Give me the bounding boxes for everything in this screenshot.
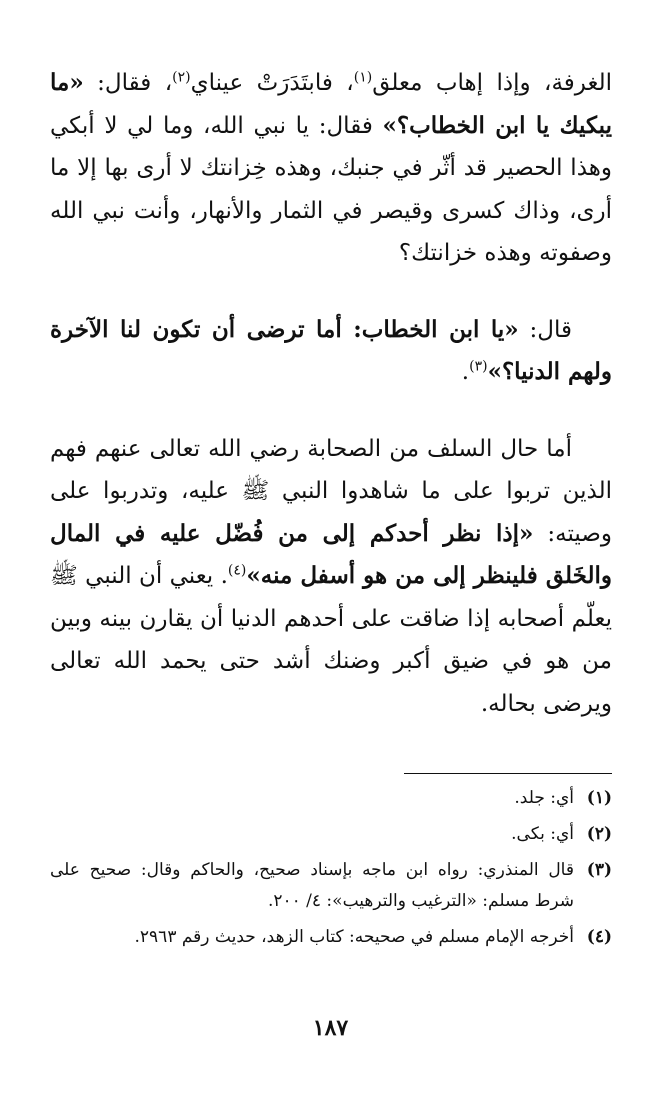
footnote-3 bbox=[50, 855, 612, 917]
footnote-text: أخرجه الإمام مسلم في صحيحه: كتاب الزهد، حديث رقم ٢٩٦٣. bbox=[134, 927, 574, 947]
p3-text-1: أما حال السلف من الصحابة رضي الله تعالى عنهم فهم الذين تربوا على ما شاهدوا النبي ﷺ عليه، وتدربوا على وصيته: bbox=[50, 435, 612, 547]
p2-text-2: . bbox=[461, 359, 470, 385]
paragraph-2 bbox=[50, 309, 612, 394]
footnote-text: أي: جلد. bbox=[514, 788, 574, 808]
footnote-ref-3[interactable]: (٣) bbox=[469, 358, 488, 375]
p1-text-4: فقال: يا نبي الله، وما لي لا أبكي وهذا الحصير قد أثّر في جنبك، وهذه خِزانتك لا أرى بها إلا ما أرى، وذاك كسرى وقيصر في الثمار والأنهار، وأنت نبي الله وصفوته وهذه خزانتك؟ bbox=[50, 112, 612, 266]
footnote-text: أي: بكى. bbox=[511, 824, 574, 844]
p3-hadith-quote: «إذا نظر أحدكم إلى من فُضّل عليه في المال والخَلق فلينظر إلى من هو أسفل منه» bbox=[50, 519, 612, 589]
footnote-1 bbox=[50, 783, 612, 814]
p1-text-3: ، فقال: bbox=[83, 70, 173, 96]
footnotes-section bbox=[50, 783, 612, 958]
p2-hadith-quote: «يا ابن الخطاب: أما ترضى أن تكون لنا الآخرة ولهم الدنيا؟» bbox=[50, 315, 612, 385]
footnote-2 bbox=[50, 819, 612, 850]
footnote-4 bbox=[50, 922, 612, 953]
footnote-ref-1[interactable]: (١) bbox=[353, 69, 373, 86]
footnote-divider bbox=[404, 773, 612, 774]
page-body bbox=[50, 62, 612, 725]
footnote-ref-2[interactable]: (٢) bbox=[172, 69, 191, 86]
paragraph-1 bbox=[50, 62, 612, 275]
p2-text-1: قال: bbox=[518, 316, 572, 343]
footnote-number: (٣) bbox=[586, 860, 612, 880]
p1-text-1: الغرفة، وإذا إهاب معلق bbox=[372, 70, 612, 96]
footnote-number: (١) bbox=[586, 788, 612, 808]
page-number: ١٨٧ bbox=[312, 1015, 349, 1041]
p1-hadith-quote: «ما يبكيك يا ابن الخطاب؟» bbox=[50, 69, 613, 139]
p3-text-2: . يعني أن النبي ﷺ يعلّم أصحابه إذا ضاقت على أحدهم الدنيا أن يقارن بينه وبين من هو في ضيق أكبر وضنك أشد حتى يحمد الله تعالى ويرضى بحاله. bbox=[50, 563, 612, 717]
p1-text-2: ، فابتَدَرَتْ عيناي bbox=[190, 70, 354, 96]
footnote-ref-4[interactable]: (٤) bbox=[227, 562, 247, 579]
footnote-number: (٢) bbox=[586, 824, 612, 844]
footnote-text: قال المنذري: رواه ابن ماجه بإسناد صحيح، والحاكم وقال: صحيح على شرط مسلم: «الترغيب والترهيب»: ٤/ ٢٠٠. bbox=[50, 860, 574, 911]
footnote-number: (٤) bbox=[586, 927, 612, 947]
paragraph-3 bbox=[50, 428, 612, 726]
